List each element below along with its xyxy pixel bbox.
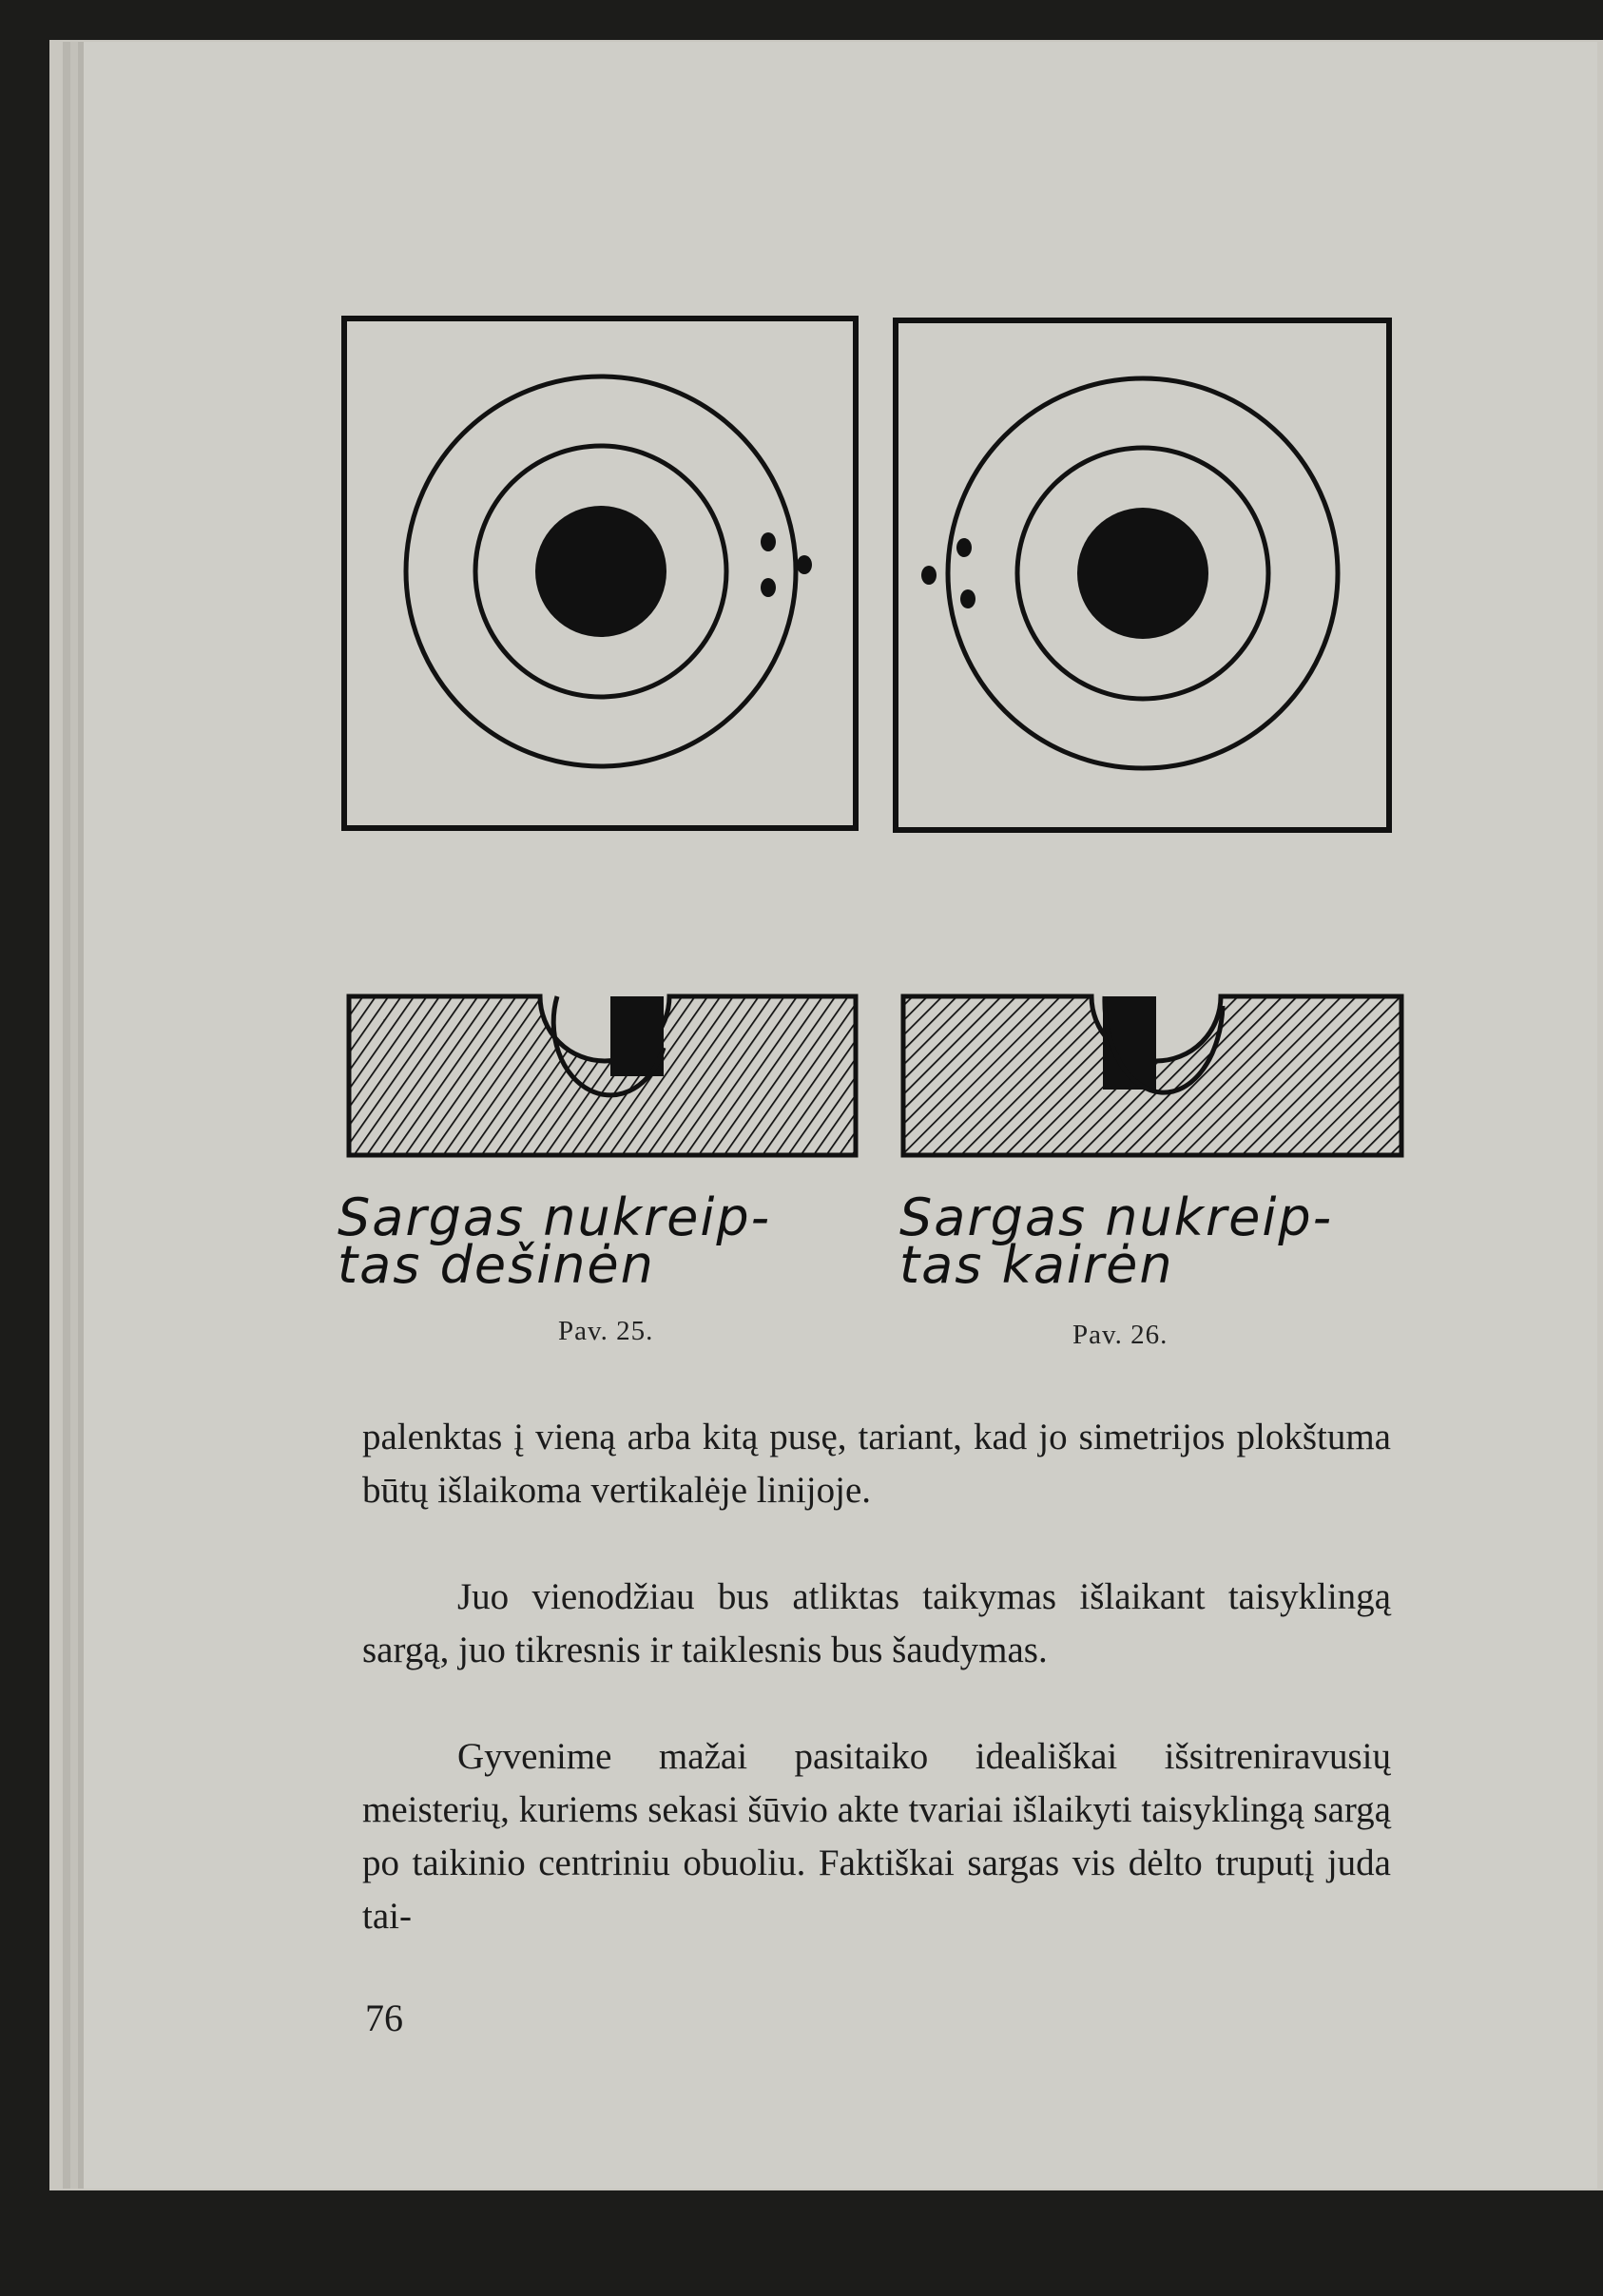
paragraph-2: Juo vienodžiau bus atliktas taikymas išlaikant taisyklingą sargą, juo tikresnis ir taiklesnis bus šaudymas. [362, 1576, 1391, 1670]
sight-picture-right [903, 996, 1401, 1155]
figure-25-label: Pav. 25. [558, 1316, 654, 1346]
paragraph-3: Gyvenime mažai pasitaiko ideališkai išsitreniravusių meisterių, kuriems sekasi šūvio akte tvariai išlaikyti taisyklingą sargą po taikinio centriniu obuoliu. Faktiškai sargas vis dėlto truputį juda tai- [362, 1736, 1391, 1937]
figure-26-caption-line2: tas kairėn [899, 1235, 1174, 1295]
paragraph-1: palenktas į vieną arba kitą pusę, tariant, kad jo simetrijos plokštuma būtų išlaikoma vertikalėje linijoje. [362, 1417, 1391, 1511]
page-number: 76 [365, 1997, 403, 2039]
figure-25-caption-line1: Sargas nukreip- [338, 1187, 772, 1247]
target-right [896, 320, 1389, 830]
figure-26-label: Pav. 26. [1072, 1320, 1168, 1350]
shot-holes-left [761, 532, 812, 597]
figure-26-caption-line1: Sargas nukreip- [899, 1187, 1334, 1247]
sight-picture-left [349, 996, 856, 1155]
book-page [84, 42, 1597, 2189]
figure-25-caption-line2: tas dešinėn [338, 1235, 655, 1295]
target-left [344, 318, 856, 828]
